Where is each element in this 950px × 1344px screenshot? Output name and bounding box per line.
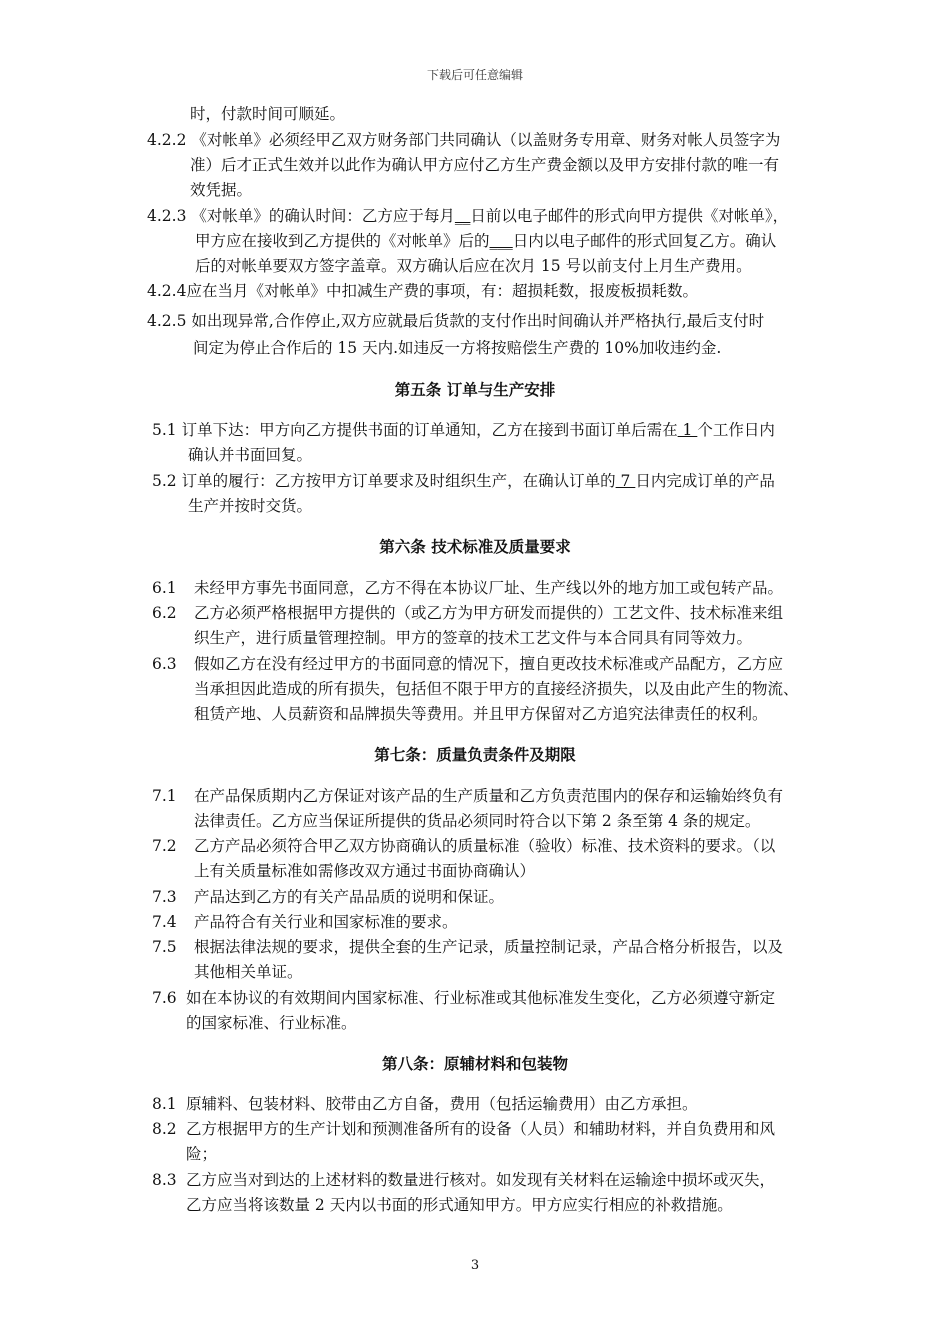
clause-8-3-line-2: 乙方应当将该数量 2 天内以书面的形式通知甲方。甲方应实行相应的补救措施。 bbox=[186, 1196, 733, 1214]
clause-7-1-line-2: 法律责任。乙方应当保证所提供的货品必须同时符合以下第 2 条至第 4 条的规定。 bbox=[194, 812, 761, 830]
clause-8-2-line-1 bbox=[152, 1119, 775, 1139]
blank-field: 7 bbox=[615, 472, 636, 490]
clause-text: 日内完成订单的产品 bbox=[635, 472, 775, 490]
clause-number: 4.2.2 bbox=[147, 131, 187, 149]
clause-text: 在产品保质期内乙方保证对该产品的生产质量和乙方负责范围内的保存和运输始终负有 bbox=[194, 787, 784, 805]
clause-8-1 bbox=[152, 1094, 698, 1114]
clause-7-3 bbox=[152, 887, 504, 907]
clause-text: 乙方必须严格根据甲方提供的（或乙方为甲方研发而提供的）工艺文件、技术标准来组 bbox=[194, 604, 784, 622]
clause-6-2-line-1 bbox=[152, 603, 783, 623]
clause-text: 产品符合有关行业和国家标准的要求。 bbox=[194, 913, 458, 931]
clause-7-6-line-1 bbox=[152, 988, 775, 1008]
clause-text: 《对帐单》的确认时间：乙方应于每月 bbox=[191, 207, 455, 225]
clause-number: 7.3 bbox=[152, 888, 177, 906]
clause-text: 订单下达：甲方向乙方提供书面的订单通知，乙方在接到书面订单后需在 bbox=[181, 421, 678, 439]
clause-number: 5.1 bbox=[152, 421, 177, 439]
clause-number: 7.4 bbox=[152, 913, 177, 931]
clause-8-3-line-1 bbox=[152, 1170, 775, 1190]
clause-4-2-2-line-1 bbox=[147, 130, 780, 150]
blank-field: ___ bbox=[489, 232, 513, 250]
page-header: 下载后可任意编辑 bbox=[426, 68, 523, 82]
clause-text: 乙方根据甲方的生产计划和预测准备所有的设备（人员）和辅助材料，并自负费用和风 bbox=[186, 1120, 776, 1138]
clause-text: 甲方应在接收到乙方提供的《对帐单》后的 bbox=[195, 232, 490, 250]
clause-number: 7.2 bbox=[152, 837, 177, 855]
clause-number: 7.1 bbox=[152, 787, 177, 805]
clause-text: 乙方应当对到达的上述材料的数量进行核对。如发现有关材料在运输途中损坏或灭失， bbox=[186, 1171, 776, 1189]
clause-4-2-4 bbox=[147, 281, 698, 301]
clause-4-2-2-line-3: 效凭据。 bbox=[190, 181, 253, 199]
clause-text: 未经甲方事先书面同意，乙方不得在本协议厂址、生产线以外的地方加工或包转产品。 bbox=[194, 579, 784, 597]
blank-field: 1 bbox=[677, 421, 698, 439]
clause-5-2-line-2: 生产并按时交货。 bbox=[188, 497, 313, 515]
clause-7-2-line-1 bbox=[152, 836, 775, 856]
clause-8-2-line-2: 险； bbox=[186, 1145, 218, 1163]
clause-number: 5.2 bbox=[152, 472, 177, 490]
clause-text: 应在当月《对帐单》中扣减生产费的事项，有：超损耗数，报废板损耗数。 bbox=[186, 282, 698, 300]
clause-number: 8.2 bbox=[152, 1120, 177, 1138]
clause-text: 《对帐单》必须经甲乙双方财务部门共同确认（以盖财务专用章、财务对帐人员签字为 bbox=[191, 131, 781, 149]
clause-5-1-line-2: 确认并书面回复。 bbox=[188, 446, 313, 464]
clause-text: 根据法律法规的要求，提供全套的生产记录，质量控制记录，产品合格分析报告，以及 bbox=[194, 938, 784, 956]
clause-text: 如出现异常,合作停止,双方应就最后货款的支付作出时间确认并严格执行,最后支付时 bbox=[191, 312, 765, 330]
clause-5-1-line-1 bbox=[152, 420, 775, 440]
clause-7-6-line-2: 的国家标准、行业标准。 bbox=[186, 1014, 357, 1032]
clause-text: 乙方产品必须符合甲乙双方协商确认的质量标准（验收）标准、技术资料的要求。（以 bbox=[194, 837, 776, 855]
clause-4-2-3-line-2 bbox=[195, 231, 776, 251]
clause-7-4 bbox=[152, 912, 458, 932]
clause-4-2-2-line-2: 准）后才正式生效并以此作为确认甲方应付乙方生产费金额以及甲方安排付款的唯一有 bbox=[190, 156, 780, 174]
clause-4-2-3-line-1 bbox=[147, 206, 788, 226]
page-number: 3 bbox=[470, 1258, 480, 1273]
clause-6-3-line-3: 租赁产地、人员薪资和品牌损失等费用。并且甲方保留对乙方追究法律责任的权利。 bbox=[194, 705, 768, 723]
clause-number: 4.2.5 bbox=[147, 312, 187, 330]
clause-4-2-5-line-1 bbox=[147, 311, 764, 331]
clause-6-3-line-2: 当承担因此造成的所有损失，包括但不限于甲方的直接经济损失，以及由此产生的物流、 bbox=[194, 680, 799, 698]
clause-text: 原辅料、包装材料、胶带由乙方自备，费用（包括运输费用）由乙方承担。 bbox=[186, 1095, 698, 1113]
section-6-title: 第六条 技术标准及质量要求 bbox=[379, 537, 571, 556]
clause-7-1-line-1 bbox=[152, 786, 783, 806]
section-7-title: 第七条：质量负责条件及期限 bbox=[374, 745, 576, 764]
section-5-title: 第五条 订单与生产安排 bbox=[394, 380, 556, 399]
clause-number: 6.1 bbox=[152, 579, 177, 597]
clause-number: 4.2.3 bbox=[147, 207, 187, 225]
section-8-title: 第八条：原辅材料和包装物 bbox=[381, 1054, 568, 1073]
clause-text: 假如乙方在没有经过甲方的书面同意的情况下，擅自更改技术标准或产品配方，乙方应 bbox=[194, 655, 784, 673]
clause-7-5-line-2: 其他相关单证。 bbox=[194, 963, 303, 981]
blank-field: __ bbox=[454, 207, 471, 225]
clause-4-2-5-line-2: 间定为停止合作后的 15 天内.如违反一方将按赔偿生产费的 10%加收违约金. bbox=[193, 339, 722, 357]
clause-7-5-line-1 bbox=[152, 937, 783, 957]
clause-number: 8.1 bbox=[152, 1095, 177, 1113]
clause-6-3-line-1 bbox=[152, 654, 783, 674]
clause-text: 日前以电子邮件的形式向甲方提供《对帐单》， bbox=[470, 207, 789, 225]
clause-text: 日内以电子邮件的形式回复乙方。确认 bbox=[512, 232, 777, 250]
clause-5-2-line-1 bbox=[152, 471, 775, 491]
clause-text: 订单的履行：乙方按甲方订单要求及时组织生产，在确认订单的 bbox=[181, 472, 616, 490]
clause-7-2-line-2: 上有关质量标准如需修改双方通过书面协商确认） bbox=[194, 862, 536, 880]
clause-number: 8.3 bbox=[152, 1171, 177, 1189]
clause-number: 7.5 bbox=[152, 938, 177, 956]
clause-4-2-1-continuation: 时，付款时间可顺延。 bbox=[190, 105, 346, 123]
clause-number: 6.3 bbox=[152, 655, 177, 673]
clause-number: 4.2.4 bbox=[147, 282, 187, 300]
clause-6-2-line-2: 织生产，进行质量管理控制。甲方的签章的技术工艺文件与本合同具有同等效力。 bbox=[194, 629, 753, 647]
clause-text: 产品达到乙方的有关产品品质的说明和保证。 bbox=[194, 888, 505, 906]
clause-text: 个工作日内 bbox=[697, 421, 775, 439]
clause-number: 7.6 bbox=[152, 989, 177, 1007]
clause-6-1 bbox=[152, 578, 783, 598]
clause-number: 6.2 bbox=[152, 604, 177, 622]
clause-text: 如在本协议的有效期间内国家标准、行业标准或其他标准发生变化，乙方必须遵守新定 bbox=[186, 989, 776, 1007]
clause-4-2-3-line-3: 后的对帐单要双方签字盖章。双方确认后应在次月 15 号以前支付上月生产费用。 bbox=[195, 257, 752, 275]
